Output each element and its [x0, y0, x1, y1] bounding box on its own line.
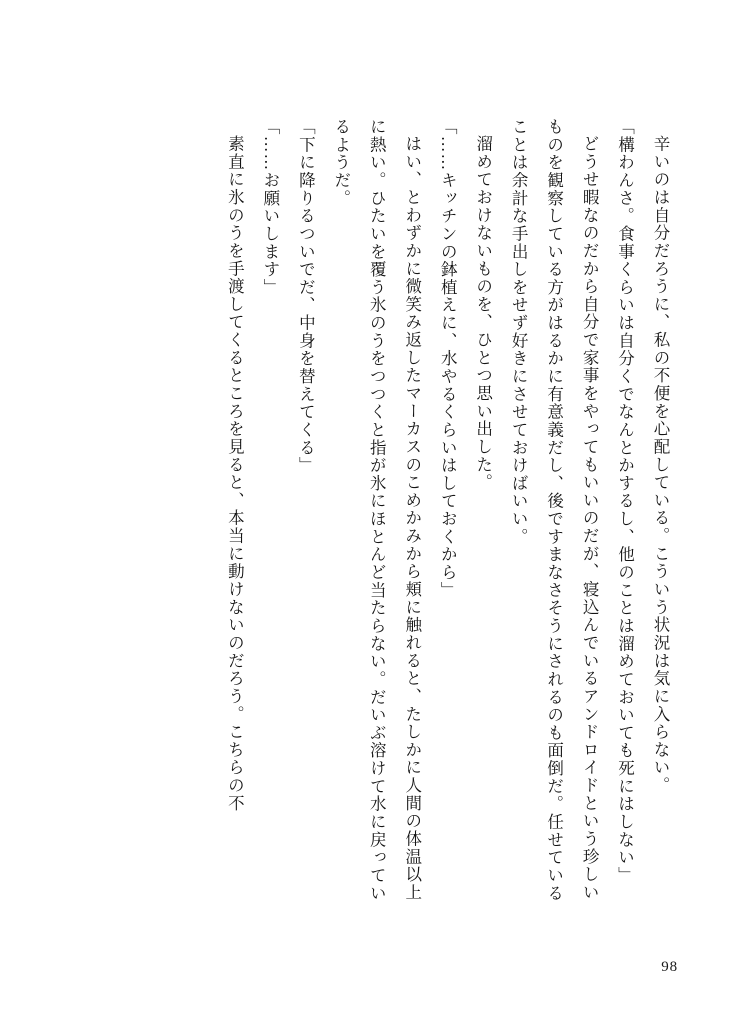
- paragraph: 「……キッチンの鉢植えに、水やるくらいはしておくから」: [438, 118, 458, 600]
- paragraph: 溜めておけないものを、ひとつ思い出した。: [473, 134, 493, 491]
- paragraph: 「……お願いします」: [260, 118, 280, 297]
- page-number: 98: [661, 959, 678, 975]
- body-text: [96, 118, 678, 918]
- paragraph: 「下に降りるついでだ、中身を替えてくる」: [296, 118, 316, 475]
- paragraph: どうせ暇なのだから自分で家事をやってもいいのだが、寝込んでいるアンドロイドという珍しいものを観察している方がはるかに有意義だし、後ですまなさそうにされるのも面倒だ。任せていることは余計な手出しをせず好きにさせておけばいい。: [509, 118, 600, 903]
- paragraph: はい、とわずかに微笑み返したマーカスのこめかみから頬に触れると、たしかに人間の体温以上に熱い。ひたいを覆う氷のうをつつくと指が氷にほとんど当たらない。だいぶ溶けて水に戻っているようだ。: [331, 118, 422, 903]
- paragraph: 「構わんさ。食事くらいは自分くでなんとかするし、他のことは溜めておいても死にはしない」: [615, 118, 635, 885]
- paragraph: 辛いのは自分だろうに、私の不便を心配している。こういう状況は気に入らない。: [651, 134, 670, 794]
- paragraph: 素直に氷のうを手渡してくるところを見ると、本当に動けないのだろう。こちらの不: [225, 134, 245, 812]
